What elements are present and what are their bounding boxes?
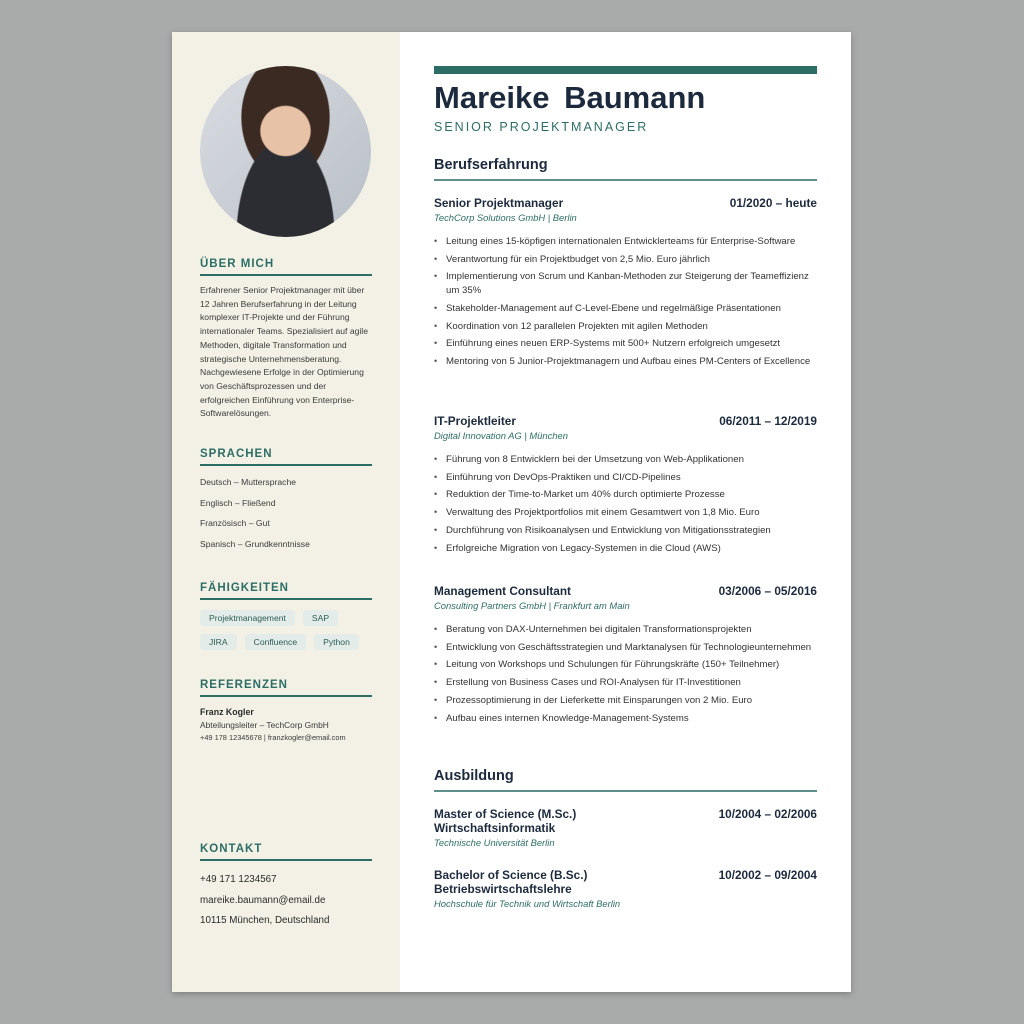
job-bullet: • Prozessoptimierung in der Lieferkette mit Einsparungen von 2 Mio. Euro	[434, 694, 817, 708]
job-position: Management Consultant	[434, 584, 571, 598]
contact-heading: KONTAKT	[200, 843, 372, 861]
contact-section	[200, 843, 372, 935]
references-section	[200, 679, 372, 742]
skill-tag: Python	[314, 634, 359, 650]
job-bullet: • Leitung eines 15-köpfigen internationalen Entwicklerteams für Enterprise-Software	[434, 235, 817, 249]
education-dates: 10/2004 – 02/2006	[718, 807, 817, 821]
education-heading: Ausbildung	[434, 768, 817, 792]
job-bullet: • Implementierung von Scrum und Kanban-Methoden zur Steigerung der Teameffizienz um 35%	[434, 270, 817, 298]
job-entry	[434, 414, 817, 559]
job-bullet: • Verwaltung des Projektportfolios mit einem Gesamtwert von 1,8 Mio. Euro	[434, 506, 817, 520]
job-position: Senior Projektmanager	[434, 196, 564, 210]
languages-section	[200, 448, 372, 557]
reference-name: Franz Kogler	[200, 707, 254, 717]
job-company: Consulting Partners GmbH | Frankfurt am Main	[434, 600, 630, 611]
job-bullet: • Entwicklung von Geschäftsstrategien und Marktanalysen für Technologieunternehmen	[434, 641, 817, 655]
job-bullet: • Erstellung von Business Cases und ROI-Analysen für IT-Investitionen	[434, 676, 817, 690]
experience-heading: Berufserfahrung	[434, 157, 817, 181]
job-bullet: • Verantwortung für ein Projektbudget von 2,5 Mio. Euro jährlich	[434, 253, 817, 267]
job-bullet: • Erfolgreiche Migration von Legacy-Systemen in die Cloud (AWS)	[434, 542, 817, 556]
job-company: Digital Innovation AG | München	[434, 430, 568, 441]
contact-phone: +49 171 1234567	[200, 874, 277, 885]
contact-address: 10115 München, Deutschland	[200, 915, 330, 926]
job-bullet: • Mentoring von 5 Junior-Projektmanagern und Aufbau eines PM-Centers of Excellence	[434, 355, 817, 369]
job-bullet: • Durchführung von Risikoanalysen und Entwicklung von Mitigationsstrategien	[434, 524, 817, 538]
job-entry	[434, 584, 817, 729]
education-degree: Master of Science (M.Sc.) Wirtschaftsinformatik	[434, 807, 577, 835]
language-item: Englisch – Fließend	[200, 497, 276, 508]
references-heading: REFERENZEN	[200, 679, 372, 697]
job-entry	[434, 196, 817, 373]
skill-tag: Confluence	[245, 634, 306, 650]
job-bullet: • Aufbau eines internen Knowledge-Management-Systems	[434, 712, 817, 726]
skill-tag: Projektmanagement	[200, 610, 295, 626]
job-bullet: • Stakeholder-Management auf C-Level-Ebene und regelmäßige Präsentationen	[434, 302, 817, 316]
job-bullet: • Leitung von Workshops und Schulungen für Führungskräfte (150+ Teilnehmer)	[434, 658, 817, 672]
job-bullet: • Koordination von 12 parallelen Projekten mit agilen Methoden	[434, 320, 817, 334]
reference-role: Abteilungsleiter – TechCorp GmbH	[200, 720, 329, 730]
education-school: Hochschule für Technik und Wirtschaft Berlin	[434, 898, 621, 909]
job-bullet: • Einführung von DevOps-Praktiken und CI/CD-Pipelines	[434, 471, 817, 485]
education-school: Technische Universität Berlin	[434, 837, 555, 848]
language-item: Spanisch – Grundkenntnisse	[200, 538, 310, 549]
contact-email: mareike.baumann@email.de	[200, 894, 326, 906]
accent-bar	[434, 66, 817, 74]
job-dates: 06/2011 – 12/2019	[719, 414, 817, 428]
resume-page	[172, 32, 851, 992]
education-degree: Bachelor of Science (B.Sc.) Betriebswirtschaftslehre	[434, 868, 588, 896]
skills-heading: FÄHIGKEITEN	[200, 582, 372, 600]
job-bullet: • Reduktion der Time-to-Market um 40% durch optimierte Prozesse	[434, 488, 817, 502]
language-item: Französisch – Gut	[200, 518, 270, 528]
about-text: Erfahrener Senior Projektmanager mit über 12 Jahren Berufserfahrung in der Leitung komplexer IT-Projekte und der Führung internationaler Teams. Spezialisiert auf agile Methoden, digitale Transformation und strategische Unternehmensberatung. Nachgewiesene Erfolge in der Optimierung von Geschäftsprozessen und der erfolgreichen Einführung von Enterprise-Softwarelösungen.	[200, 285, 368, 419]
about-section	[200, 258, 372, 421]
job-company: TechCorp Solutions GmbH | Berlin	[434, 212, 577, 223]
skill-tag: SAP	[303, 610, 338, 626]
job-title: SENIOR PROJEKTMANAGER	[434, 120, 649, 134]
skills-section	[200, 582, 372, 650]
reference-contact: +49 178 12345678 | franzkogler@email.com	[200, 733, 346, 742]
education-entry	[434, 868, 817, 909]
about-heading: ÜBER MICH	[200, 258, 372, 276]
sidebar	[172, 32, 400, 992]
education-entry	[434, 807, 817, 848]
languages-heading: SPRACHEN	[200, 448, 372, 466]
job-bullet: • Beratung von DAX-Unternehmen bei digitalen Transformationsprojekten	[434, 623, 817, 637]
profile-photo	[200, 66, 371, 237]
job-bullet: • Einführung eines neuen ERP-Systems mit 500+ Nutzern erfolgreich umgesetzt	[434, 337, 817, 351]
job-bullet: • Führung von 8 Entwicklern bei der Umsetzung von Web-Applikationen	[434, 453, 817, 467]
job-dates: 03/2006 – 05/2016	[718, 584, 817, 598]
person-name: Mareike Baumann	[434, 80, 706, 115]
job-position: IT-Projektleiter	[434, 414, 516, 428]
job-dates: 01/2020 – heute	[729, 196, 817, 210]
skill-tag: JIRA	[200, 634, 237, 650]
language-item: Deutsch – Muttersprache	[200, 477, 297, 487]
education-dates: 10/2002 – 09/2004	[718, 868, 817, 882]
